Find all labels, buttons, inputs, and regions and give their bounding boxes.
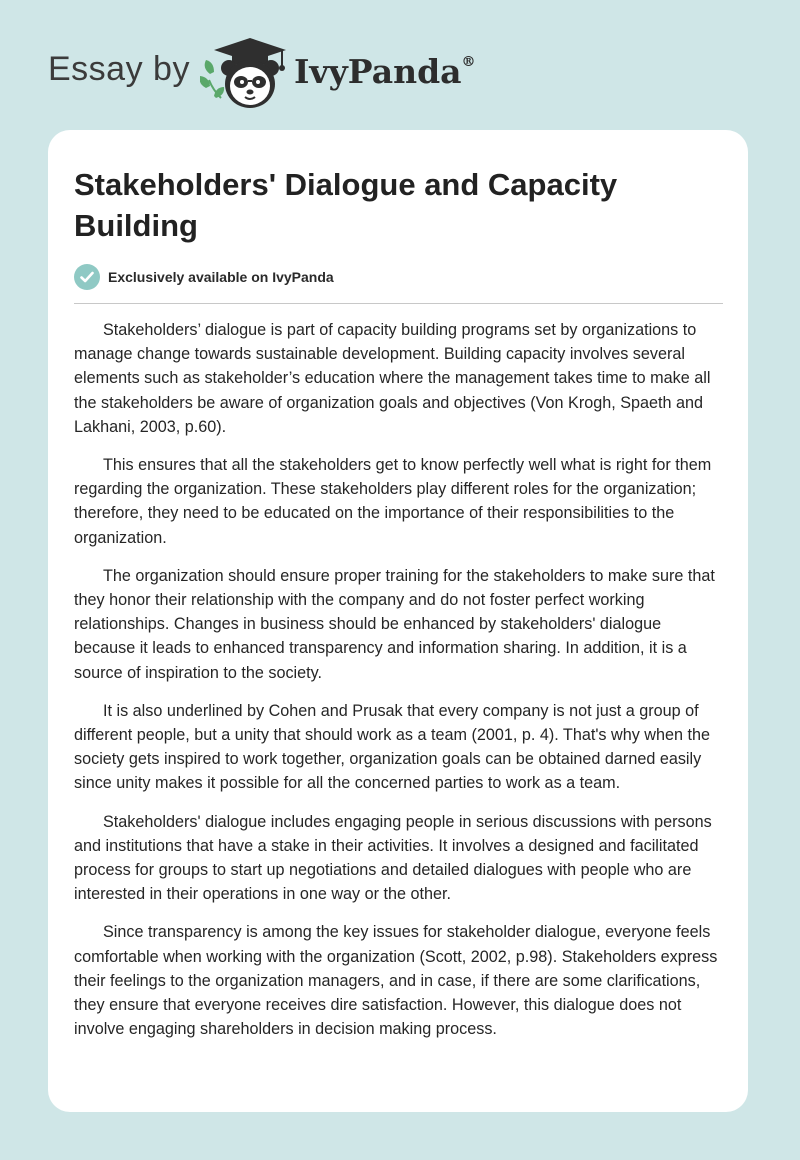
paragraph: Stakeholders' dialogue includes engaging people in serious discussions with persons and institutions that have a stake in their activities. It involves a designed and facilitated process for groups to start up negotiations and detailed dialogues with people who are interested in their operations in one way or the other. [74, 812, 712, 904]
ivy-leaf-icon [200, 60, 224, 98]
essay-card [48, 130, 748, 1112]
divider [74, 303, 723, 304]
site-header [0, 0, 800, 130]
exclusive-label: Exclusively available on IvyPanda [108, 269, 334, 285]
panda-graduate-icon[interactable] [200, 34, 292, 112]
brand-logo-text[interactable]: IvyPanda® [294, 52, 476, 91]
paragraph: Since transparency is among the key issues for stakeholder dialogue, everyone feels comfortable when working with the organization (Scott, 2002, p.98). Stakeholders express their feelings to the organization managers, and in case, if there are some clarifications, they ensure that everyone receives dire satisfaction. However, this dialogue does not involve engaging shareholders in decision making process. [74, 923, 718, 1039]
paragraph: This ensures that all the stakeholders get to know perfectly well what is right for them regarding the organization. These stakeholders play different roles for the organization; therefore, they need to be educated on the importance of their responsibilities to the organization. [74, 456, 712, 547]
essay-body [74, 318, 724, 1055]
exclusive-badge [74, 264, 334, 290]
essay-by-label: Essay by [48, 50, 190, 88]
paragraph: It is also underlined by Cohen and Prusak that every company is not just a group of different people, but a unity that should work as a team (2001, p. 4). That's why when the society gets inspired to work together, organization goals can be obtained darned easily since unity makes it possible for all the concerned parties to work as a team. [74, 701, 710, 793]
page-title: Stakeholders' Dialogue and Capacity Building [74, 167, 618, 243]
check-circle-icon [74, 264, 100, 290]
paragraph: Stakeholders’ dialogue is part of capacity building programs set by organizations to manage change towards sustainable development. Building capacity involves several elements such as stakeholder’s education where the management takes time to make all the stakeholders be aware of organization goals and objectives (Von Krogh, Spaeth and Lakhani, 2003, p.60). [74, 321, 711, 436]
paragraph: The organization should ensure proper training for the stakeholders to make sure that they honor their relationship with the company and do not foster perfect working relationships. Changes in business should be enhanced by stakeholders' dialogue because it leads to enhanced transparency and information sharing. In addition, it is a source of inspiration to the society. [74, 566, 715, 682]
registered-mark: ® [461, 54, 476, 70]
